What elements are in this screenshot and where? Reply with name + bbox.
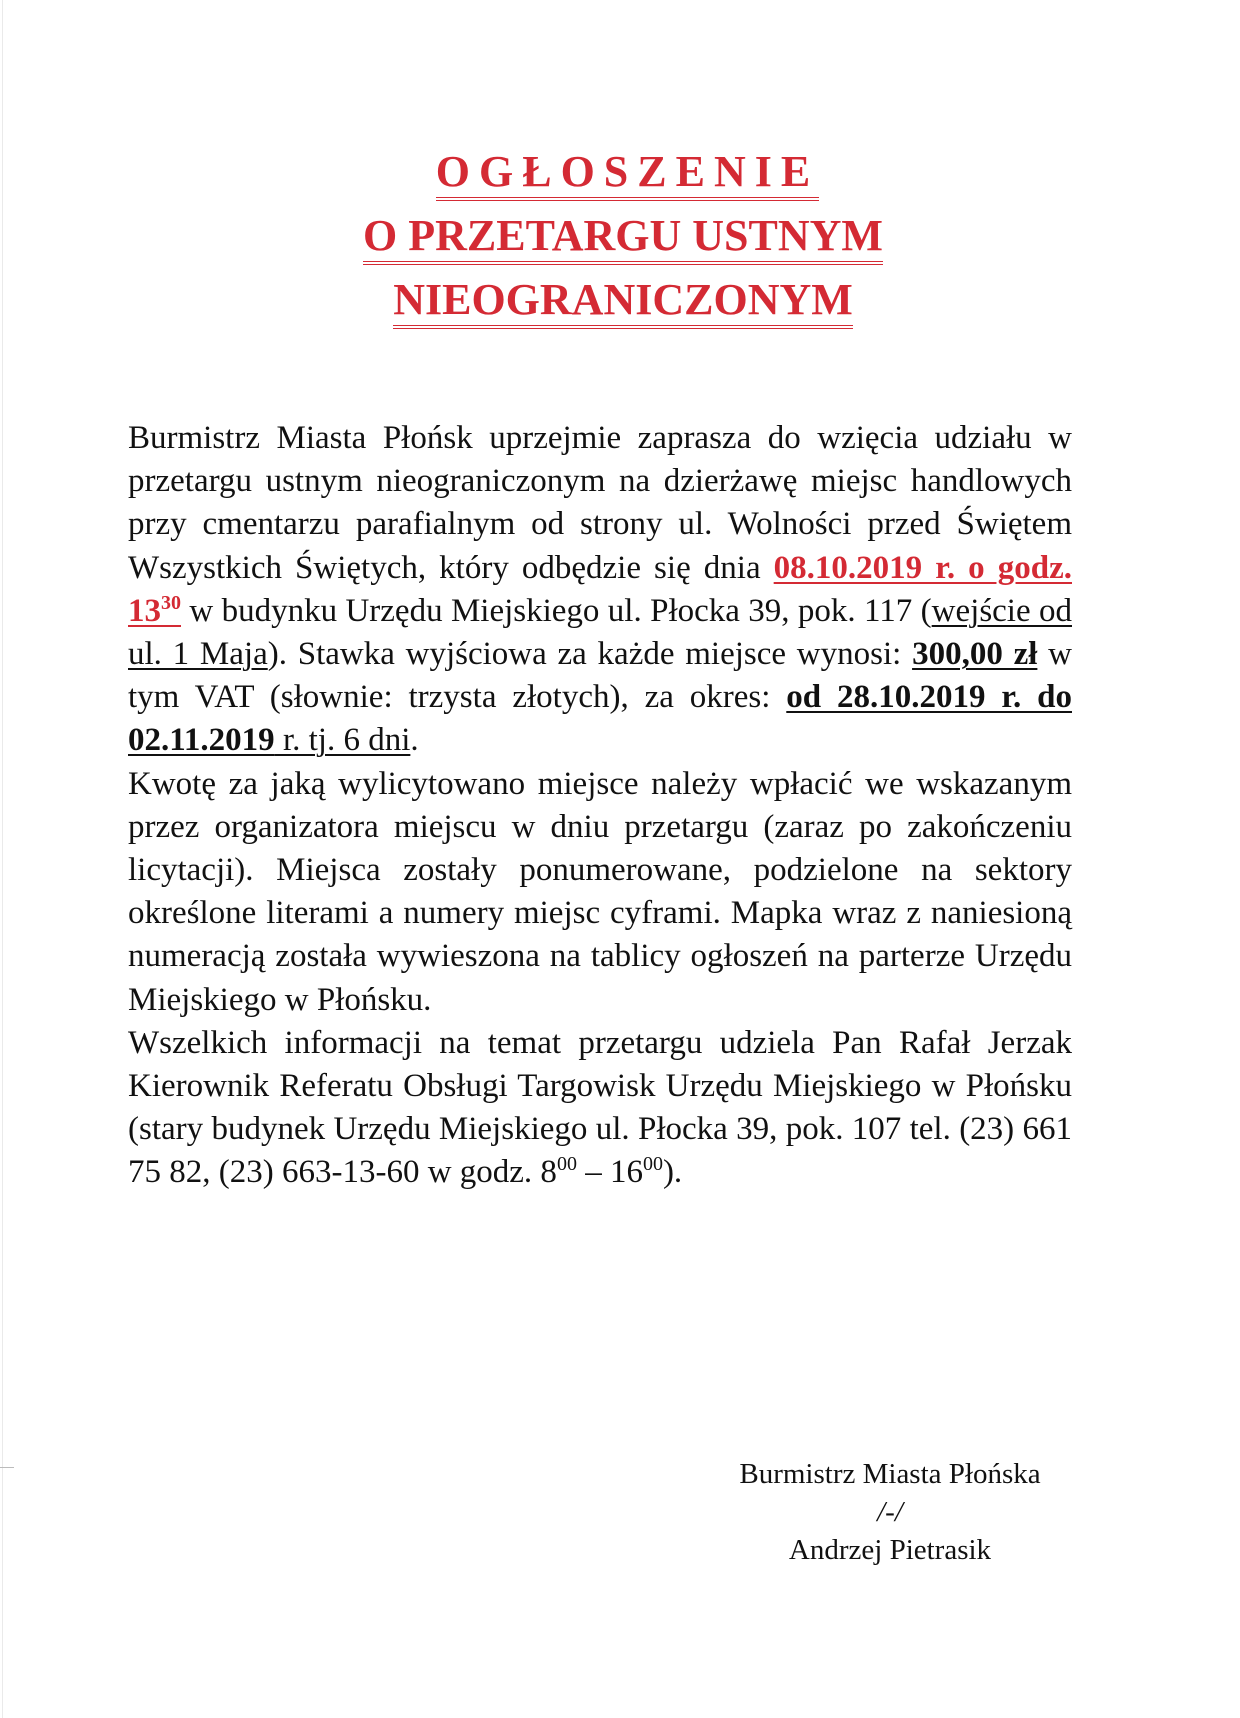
announcement-body xyxy=(128,417,1072,1195)
lease-period-duration: r. tj. 6 dni xyxy=(274,722,411,759)
announcement-heading xyxy=(130,147,1116,342)
starting-price: 300,00 zł xyxy=(912,636,1038,673)
hours-to-minutes: 00 xyxy=(642,1153,663,1176)
hours-dash: – 16 xyxy=(576,1154,643,1191)
signatory-name: Andrzej Pietrasik xyxy=(788,1534,992,1566)
lease-period-dates: od 28.10.2019 r. do 02.11.2019 xyxy=(128,679,1072,759)
hours-from-minutes: 00 xyxy=(556,1153,577,1176)
heading-line-1: OGŁOSZENIE xyxy=(436,150,819,201)
invitation-text-a: Burmistrz Miasta Płońsk uprzejmie zaprasza do wzięcia udziału w przetargu ustnym nieograniczonym na dzierżawę miejsc handlowych przy cmentarzu parafialnym od strony ul. Wolności przed Świętem Wszystkich Świętych, który odbędzie się dnia xyxy=(128,420,1072,586)
heading-line-2: O PRZETARGU USTNYM xyxy=(363,214,883,265)
entrance-note: wejście od ul. 1 Maja xyxy=(128,592,1072,673)
paragraph-contact xyxy=(128,1022,1072,1195)
signature-block xyxy=(700,1455,1080,1569)
auction-time-minutes: 30 xyxy=(161,591,181,614)
scan-margin-mark xyxy=(0,1467,14,1468)
contact-text-end: ). xyxy=(662,1154,683,1191)
signature-mark: /-/ xyxy=(877,1496,903,1528)
invitation-text-c: ). Stawka wyjściowa za każde miejsce wynosi: xyxy=(267,636,913,673)
scan-edge-line xyxy=(2,0,3,1718)
signatory-title: Burmistrz Miasta Płońska xyxy=(739,1458,1041,1490)
paragraph-payment: Kwotę za jaką wylicytowano miejsce należy wpłacić we wskazanym przez organizatora miejscu w dniu przetargu (zaraz po zakończeniu licytacji). Miejsca zostały ponumerowane, podzielone na sektory określone literami a numery miejsc cyframi. Mapka wraz z naniesioną numeracją została wywieszona na tablicy ogłoszeń na parterze Urzędu Miejskiego w Płońsku. xyxy=(128,765,1072,1018)
invitation-text-end: . xyxy=(410,722,419,759)
contact-text: Wszelkich informacji na temat przetargu udziela Pan Rafał Jerzak Kierownik Referatu Obsługi Targowisk Urzędu Miejskiego w Płońsku (stary budynek Urzędu Miejskiego ul. Płocka 39, pok. 107 tel. (23) 661 75 82, (23) 663-13-60 w godz. 8 xyxy=(128,1024,1072,1191)
paragraph-invitation xyxy=(128,417,1072,763)
heading-line-3: NIEOGRANICZONYM xyxy=(393,278,853,329)
invitation-text-d: w tym VAT (słownie: trzysta złotych), za okres: xyxy=(128,636,1072,716)
auction-date-time-main: 08.10.2019 r. o godz. 13 xyxy=(128,549,1072,629)
invitation-text-b: w budynku Urzędu Miejskiego ul. Płocka 39, pok. 117 ( xyxy=(181,592,932,629)
